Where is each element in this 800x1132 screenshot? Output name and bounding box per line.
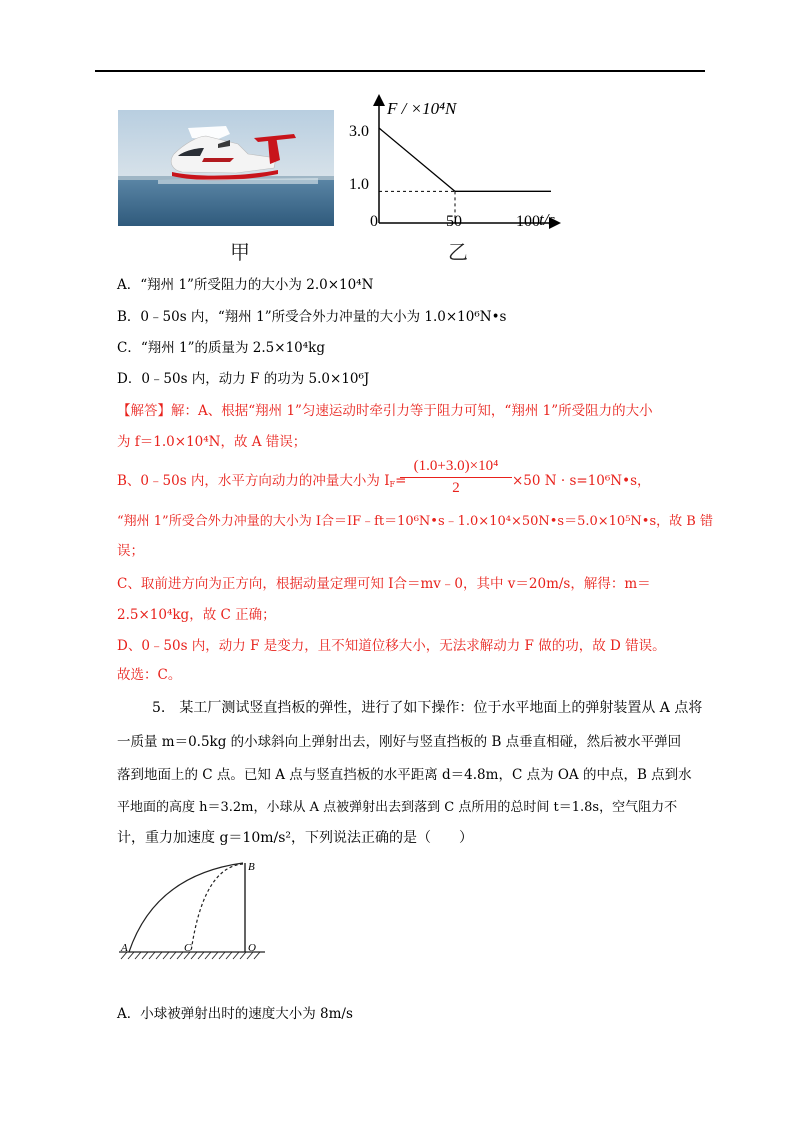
- label-c: C: [184, 942, 192, 954]
- impulse-fraction: [400, 457, 512, 498]
- answer-tag: 【解答】: [117, 403, 171, 419]
- launch-trajectory: [129, 863, 243, 952]
- q5-line-5: 计，重力加速度 g＝10m/s²，下列说法正确的是（ ）: [117, 830, 474, 846]
- label-a: A: [121, 942, 128, 954]
- x-axis-label: t/s: [539, 210, 556, 229]
- trajectory-diagram: [115, 855, 275, 965]
- fraction-denominator: 2: [452, 480, 460, 496]
- q5-line-3: 落到地面上的 C 点。已知 A 点与竖直挡板的水平距离 d＝4.8m，C 点为 OA 的中点，B 点到水: [117, 767, 692, 783]
- q5-line-4: 平地面的高度 h＝3.2m，小球从 A 点被弹射出去到落到 C 点所用的总时间 t＝1.8s，空气阻力不: [117, 800, 678, 815]
- y-tick-3: 3.0: [349, 123, 369, 140]
- label-b: B: [248, 861, 255, 873]
- answer-line-2: 为 f＝1.0×10⁴N，故 A 错误；: [117, 434, 307, 450]
- series-segment-0: [379, 128, 455, 191]
- y-axis-label: F / ×10⁴N: [387, 99, 457, 118]
- answer-line-1: 【解答】解：A、根据“翔州 1”匀速运动时牵引力等于阻力可知，“翔州 1”所受阻力的大小: [117, 403, 653, 419]
- answer-line-5: 误；: [117, 543, 144, 559]
- header-rule: [95, 70, 705, 72]
- x-tick-50: 50: [446, 213, 462, 230]
- q5-option-a: A．小球被弹射出时的速度大小为 8m/s: [117, 1006, 353, 1022]
- fraction-numerator: (1.0+3.0)×10⁴: [400, 457, 512, 478]
- q4-option-a: A．“翔州 1”所受阻力的大小为 2.0×10⁴N: [117, 277, 374, 293]
- q4-option-d: D．0﹣50s 内，动力 F 的功为 5.0×10⁶J: [117, 371, 370, 387]
- rebound-trajectory: [191, 864, 243, 952]
- answer-line-6: C、取前进方向为正方向，根据动量定理可知 I合＝mv﹣0，其中 v＝20m/s，解得：m＝: [117, 576, 651, 592]
- answer-line-3: B、0﹣50s 内，水平方向动力的冲量大小为 $I_F=$: [117, 473, 407, 489]
- label-o: O: [248, 942, 256, 954]
- x-tick-0: 0: [370, 213, 378, 230]
- q4-option-c: C．“翔州 1”的质量为 2.5×10⁴kg: [117, 340, 325, 356]
- answer-line-4: “翔州 1”所受合外力冲量的大小为 I合＝IF﹣ft＝10⁶N•s﹣1.0×10⁴×50N•s＝5.0×10⁵N•s，故 B 错: [117, 514, 713, 529]
- answer-line-7: 2.5×10⁴kg，故 C 正确；: [117, 607, 276, 623]
- caption-jia: 甲: [230, 240, 250, 264]
- q5-line-1: 5. 某工厂测试竖直挡板的弹性，进行了如下操作：位于水平地面上的弹射装置从 A 点将: [152, 700, 703, 716]
- answer-line-8: D、0﹣50s 内，动力 F 是变力，且不知道位移大小，无法求解动力 F 做的功，故 D 错误。: [117, 638, 666, 654]
- seaplane-photo: [118, 110, 334, 226]
- answer-line-9: 故选：C。: [117, 667, 182, 683]
- caption-yi: 乙: [448, 240, 468, 264]
- y-tick-1: 1.0: [349, 176, 369, 193]
- x-tick-100: 100: [516, 213, 540, 230]
- q5-line-2: 一质量 m＝0.5kg 的小球斜向上弹射出去，刚好与竖直挡板的 B 点垂直相碰，然后被水平弹回: [117, 734, 682, 750]
- q4-option-b: B．0﹣50s 内，“翔州 1”所受合外力冲量的大小为 1.0×10⁶N•s: [117, 309, 507, 325]
- answer-line-3-tail: ×50 N · s=10⁶N•s，: [512, 473, 651, 489]
